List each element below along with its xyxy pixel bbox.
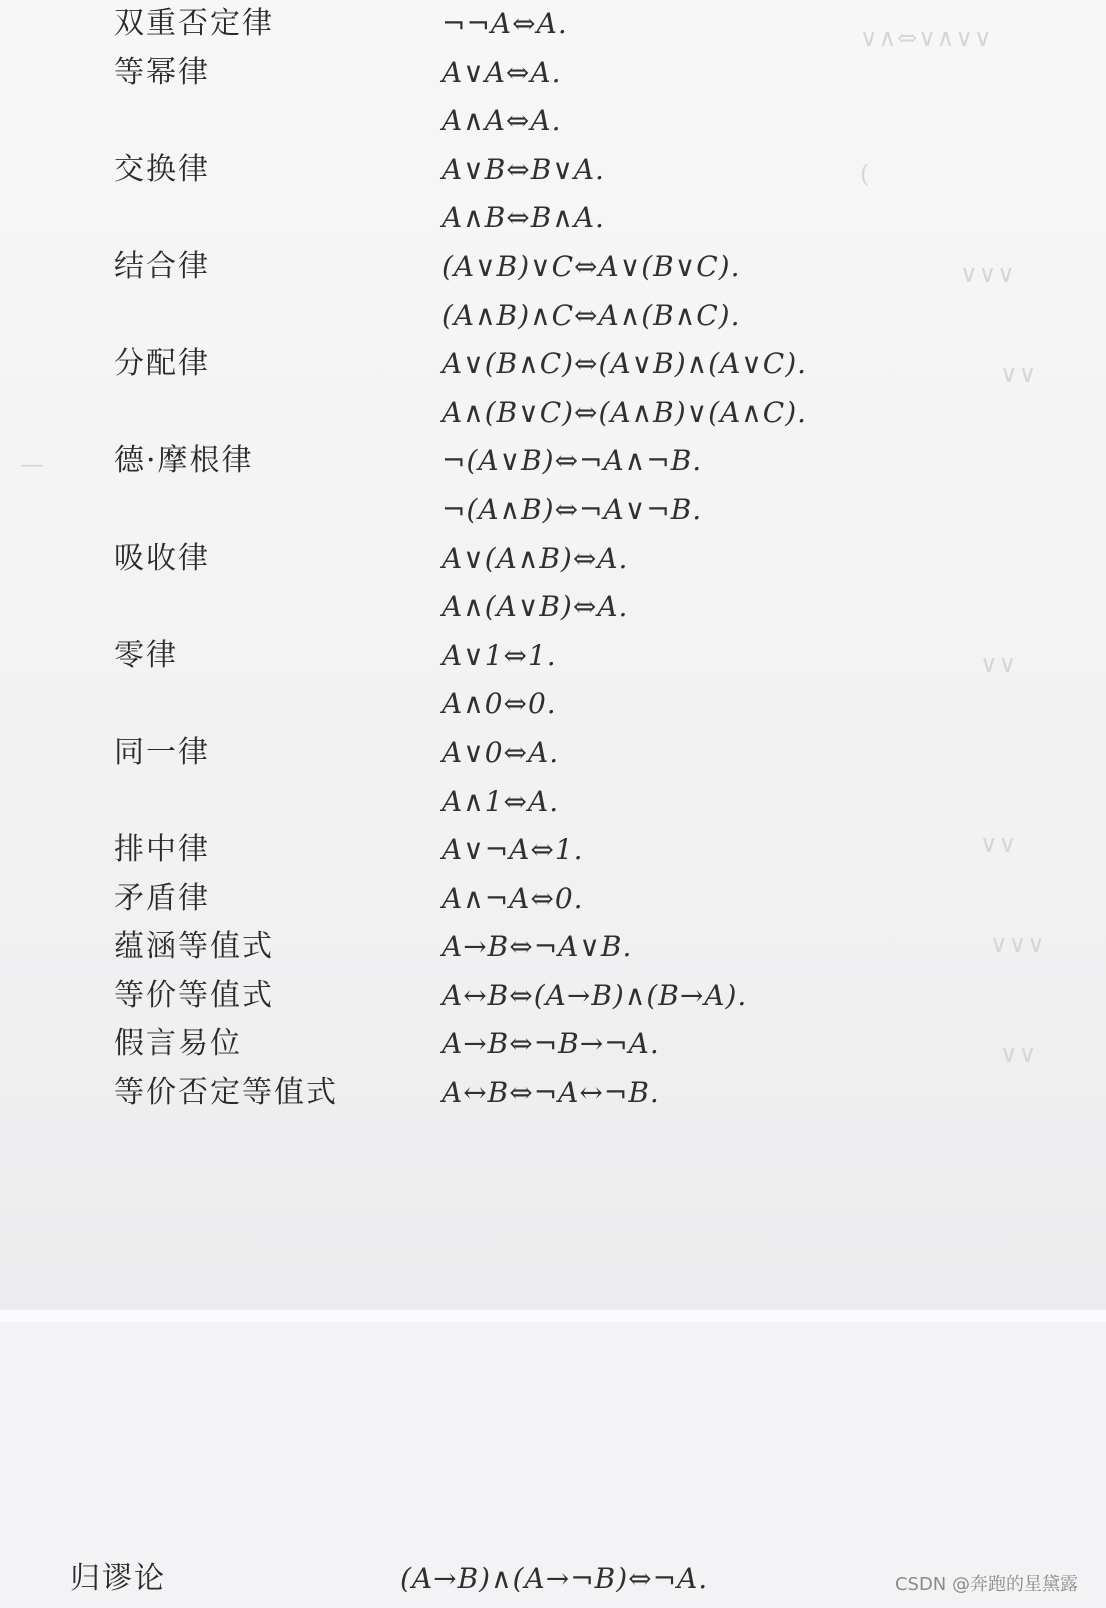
law-formula: A→B⇔¬A∨B. — [442, 930, 633, 964]
law-row — [110, 389, 1090, 438]
law-name: 归谬论 — [70, 1561, 166, 1596]
law-formula: A∨0⇔A. — [442, 735, 560, 769]
law-row — [110, 194, 1090, 243]
watermark: CSDN @奔跑的星黛露 — [894, 1574, 1078, 1595]
law-formula: ¬(A∧B)⇔¬A∨¬B. — [442, 492, 703, 526]
law-formula: A∨A⇔A. — [442, 55, 562, 89]
law-formula: ¬¬A⇔A. — [442, 7, 568, 40]
law-name: 交换律 — [114, 151, 210, 187]
bleed-through-decoration: ∨∨ — [980, 650, 1018, 678]
law-row — [110, 535, 1090, 584]
law-row — [110, 778, 1090, 827]
bleed-through-decoration: ∨∨ — [1000, 1040, 1038, 1068]
law-name: 等价等值式 — [114, 977, 274, 1013]
law-row — [110, 729, 1090, 778]
law-formula: A∧B⇔B∧A. — [442, 201, 605, 235]
law-name: 蕴涵等值式 — [114, 929, 274, 965]
law-formula: A∨(B∧C)⇔(A∨B)∧(A∨C). — [442, 347, 808, 381]
law-formula: A∨¬A⇔1. — [442, 833, 584, 867]
law-row — [110, 583, 1090, 632]
bleed-through-decoration: ∨∨ — [980, 830, 1018, 858]
law-name: 排中律 — [114, 832, 210, 868]
law-formula: (A∨B)∨C⇔A∨(B∨C). — [442, 249, 741, 283]
law-name: 双重否定律 — [114, 6, 274, 41]
law-row — [110, 632, 1090, 681]
law-name: 矛盾律 — [114, 880, 210, 916]
bleed-through-decoration: ∨∨ — [1000, 360, 1038, 388]
law-formula: A∧0⇔0. — [442, 687, 557, 721]
law-name: 等价否定等值式 — [114, 1075, 338, 1111]
bleed-through-decoration: — — [20, 450, 45, 478]
law-formula: ¬(A∨B)⇔¬A∧¬B. — [442, 444, 703, 478]
law-row — [110, 875, 1090, 924]
law-name: 德·摩根律 — [114, 443, 254, 479]
law-formula: A∧¬A⇔0. — [442, 881, 584, 915]
law-formula: A↔B⇔(A→B)∧(B→A). — [442, 978, 748, 1012]
law-row — [110, 0, 1090, 49]
law-formula: A→B⇔¬B→¬A. — [442, 1027, 660, 1061]
law-row — [110, 1069, 1090, 1118]
law-name: 结合律 — [114, 248, 210, 284]
law-formula: A∨(A∧B)⇔A. — [442, 541, 629, 575]
law-formula: A∧(B∨C)⇔(A∧B)∨(A∧C). — [442, 395, 808, 429]
law-formula: A∨1⇔1. — [442, 638, 557, 672]
law-formula: (A→B)∧(A→¬B)⇔¬A. — [400, 1562, 709, 1595]
law-formula: A∧(A∨B)⇔A. — [442, 590, 629, 624]
law-name: 吸收律 — [114, 540, 210, 576]
law-row — [110, 243, 1090, 292]
law-formula: A∧1⇔A. — [442, 784, 560, 818]
law-name: 假言易位 — [114, 1026, 242, 1062]
law-formula: A∨B⇔B∨A. — [442, 152, 605, 186]
divider — [0, 1310, 1106, 1322]
law-formula: A↔B⇔¬A↔¬B. — [442, 1076, 660, 1110]
law-row — [110, 680, 1090, 729]
law-row — [110, 437, 1090, 486]
law-row — [110, 49, 1090, 98]
law-row — [110, 146, 1090, 195]
law-formula: (A∧B)∧C⇔A∧(B∧C). — [442, 298, 741, 332]
equivalence-law-table — [110, 0, 1090, 1118]
law-name: 分配律 — [114, 346, 210, 382]
bleed-through-decoration: ∨∨∨ — [960, 260, 1016, 288]
law-row — [110, 923, 1090, 972]
law-row — [110, 340, 1090, 389]
law-row — [110, 1020, 1090, 1069]
bleed-through-decoration: ∨∧⇔∨∧∨∨ — [860, 24, 993, 52]
law-row — [110, 486, 1090, 535]
law-row — [110, 972, 1090, 1021]
bleed-through-decoration: ∨∨∨ — [990, 930, 1046, 958]
law-row — [110, 97, 1090, 146]
law-name: 等幂律 — [114, 54, 210, 90]
law-name: 零律 — [114, 637, 178, 673]
law-row — [110, 292, 1090, 341]
law-row — [110, 826, 1090, 875]
bleed-through-decoration: ( — [860, 160, 871, 188]
law-name: 同一律 — [114, 734, 210, 770]
law-formula: A∧A⇔A. — [442, 104, 562, 138]
